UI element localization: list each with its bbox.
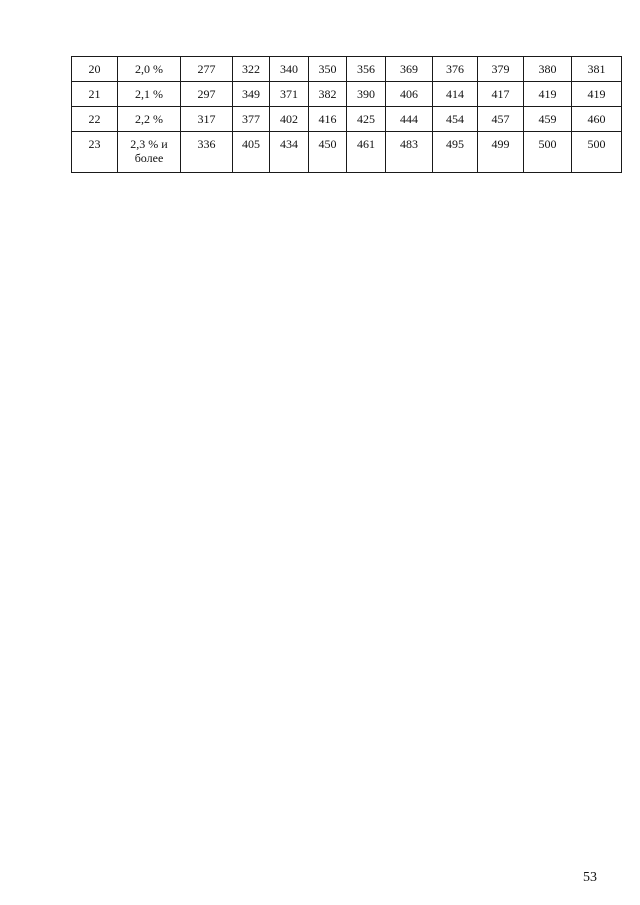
value-cell: 322 bbox=[233, 57, 270, 82]
value-cell: 349 bbox=[233, 82, 270, 107]
value-cell: 369 bbox=[386, 57, 433, 82]
value-cell: 483 bbox=[386, 132, 433, 173]
value-cell: 406 bbox=[386, 82, 433, 107]
value-cell: 495 bbox=[433, 132, 478, 173]
table-row bbox=[72, 82, 622, 107]
value-cell: 417 bbox=[478, 82, 524, 107]
range-cell: 2,2 % bbox=[118, 107, 181, 132]
value-cell: 460 bbox=[572, 107, 622, 132]
row-number-cell: 21 bbox=[72, 82, 118, 107]
table-row bbox=[72, 107, 622, 132]
value-cell: 350 bbox=[309, 57, 347, 82]
value-cell: 461 bbox=[347, 132, 386, 173]
value-cell: 416 bbox=[309, 107, 347, 132]
value-cell: 277 bbox=[181, 57, 233, 82]
value-cell: 419 bbox=[524, 82, 572, 107]
table-row bbox=[72, 132, 622, 173]
row-number-cell: 22 bbox=[72, 107, 118, 132]
value-cell: 434 bbox=[270, 132, 309, 173]
page-number: 53 bbox=[583, 870, 597, 885]
range-cell: 2,3 % и более bbox=[118, 132, 181, 173]
value-cell: 379 bbox=[478, 57, 524, 82]
value-cell: 377 bbox=[233, 107, 270, 132]
value-cell: 500 bbox=[524, 132, 572, 173]
value-cell: 419 bbox=[572, 82, 622, 107]
value-cell: 340 bbox=[270, 57, 309, 82]
row-number-cell: 23 bbox=[72, 132, 118, 173]
value-cell: 457 bbox=[478, 107, 524, 132]
value-cell: 381 bbox=[572, 57, 622, 82]
value-cell: 297 bbox=[181, 82, 233, 107]
value-cell: 371 bbox=[270, 82, 309, 107]
value-cell: 444 bbox=[386, 107, 433, 132]
value-cell: 402 bbox=[270, 107, 309, 132]
value-cell: 425 bbox=[347, 107, 386, 132]
value-cell: 454 bbox=[433, 107, 478, 132]
value-cell: 390 bbox=[347, 82, 386, 107]
value-cell: 500 bbox=[572, 132, 622, 173]
table-row bbox=[72, 57, 622, 82]
value-cell: 499 bbox=[478, 132, 524, 173]
value-cell: 356 bbox=[347, 57, 386, 82]
value-cell: 414 bbox=[433, 82, 478, 107]
value-cell: 380 bbox=[524, 57, 572, 82]
row-number-cell: 20 bbox=[72, 57, 118, 82]
value-cell: 450 bbox=[309, 132, 347, 173]
value-cell: 376 bbox=[433, 57, 478, 82]
data-table bbox=[71, 56, 622, 173]
value-cell: 459 bbox=[524, 107, 572, 132]
range-cell: 2,1 % bbox=[118, 82, 181, 107]
value-cell: 382 bbox=[309, 82, 347, 107]
range-cell: 2,0 % bbox=[118, 57, 181, 82]
table-body bbox=[72, 57, 622, 173]
value-cell: 317 bbox=[181, 107, 233, 132]
value-cell: 405 bbox=[233, 132, 270, 173]
value-cell: 336 bbox=[181, 132, 233, 173]
